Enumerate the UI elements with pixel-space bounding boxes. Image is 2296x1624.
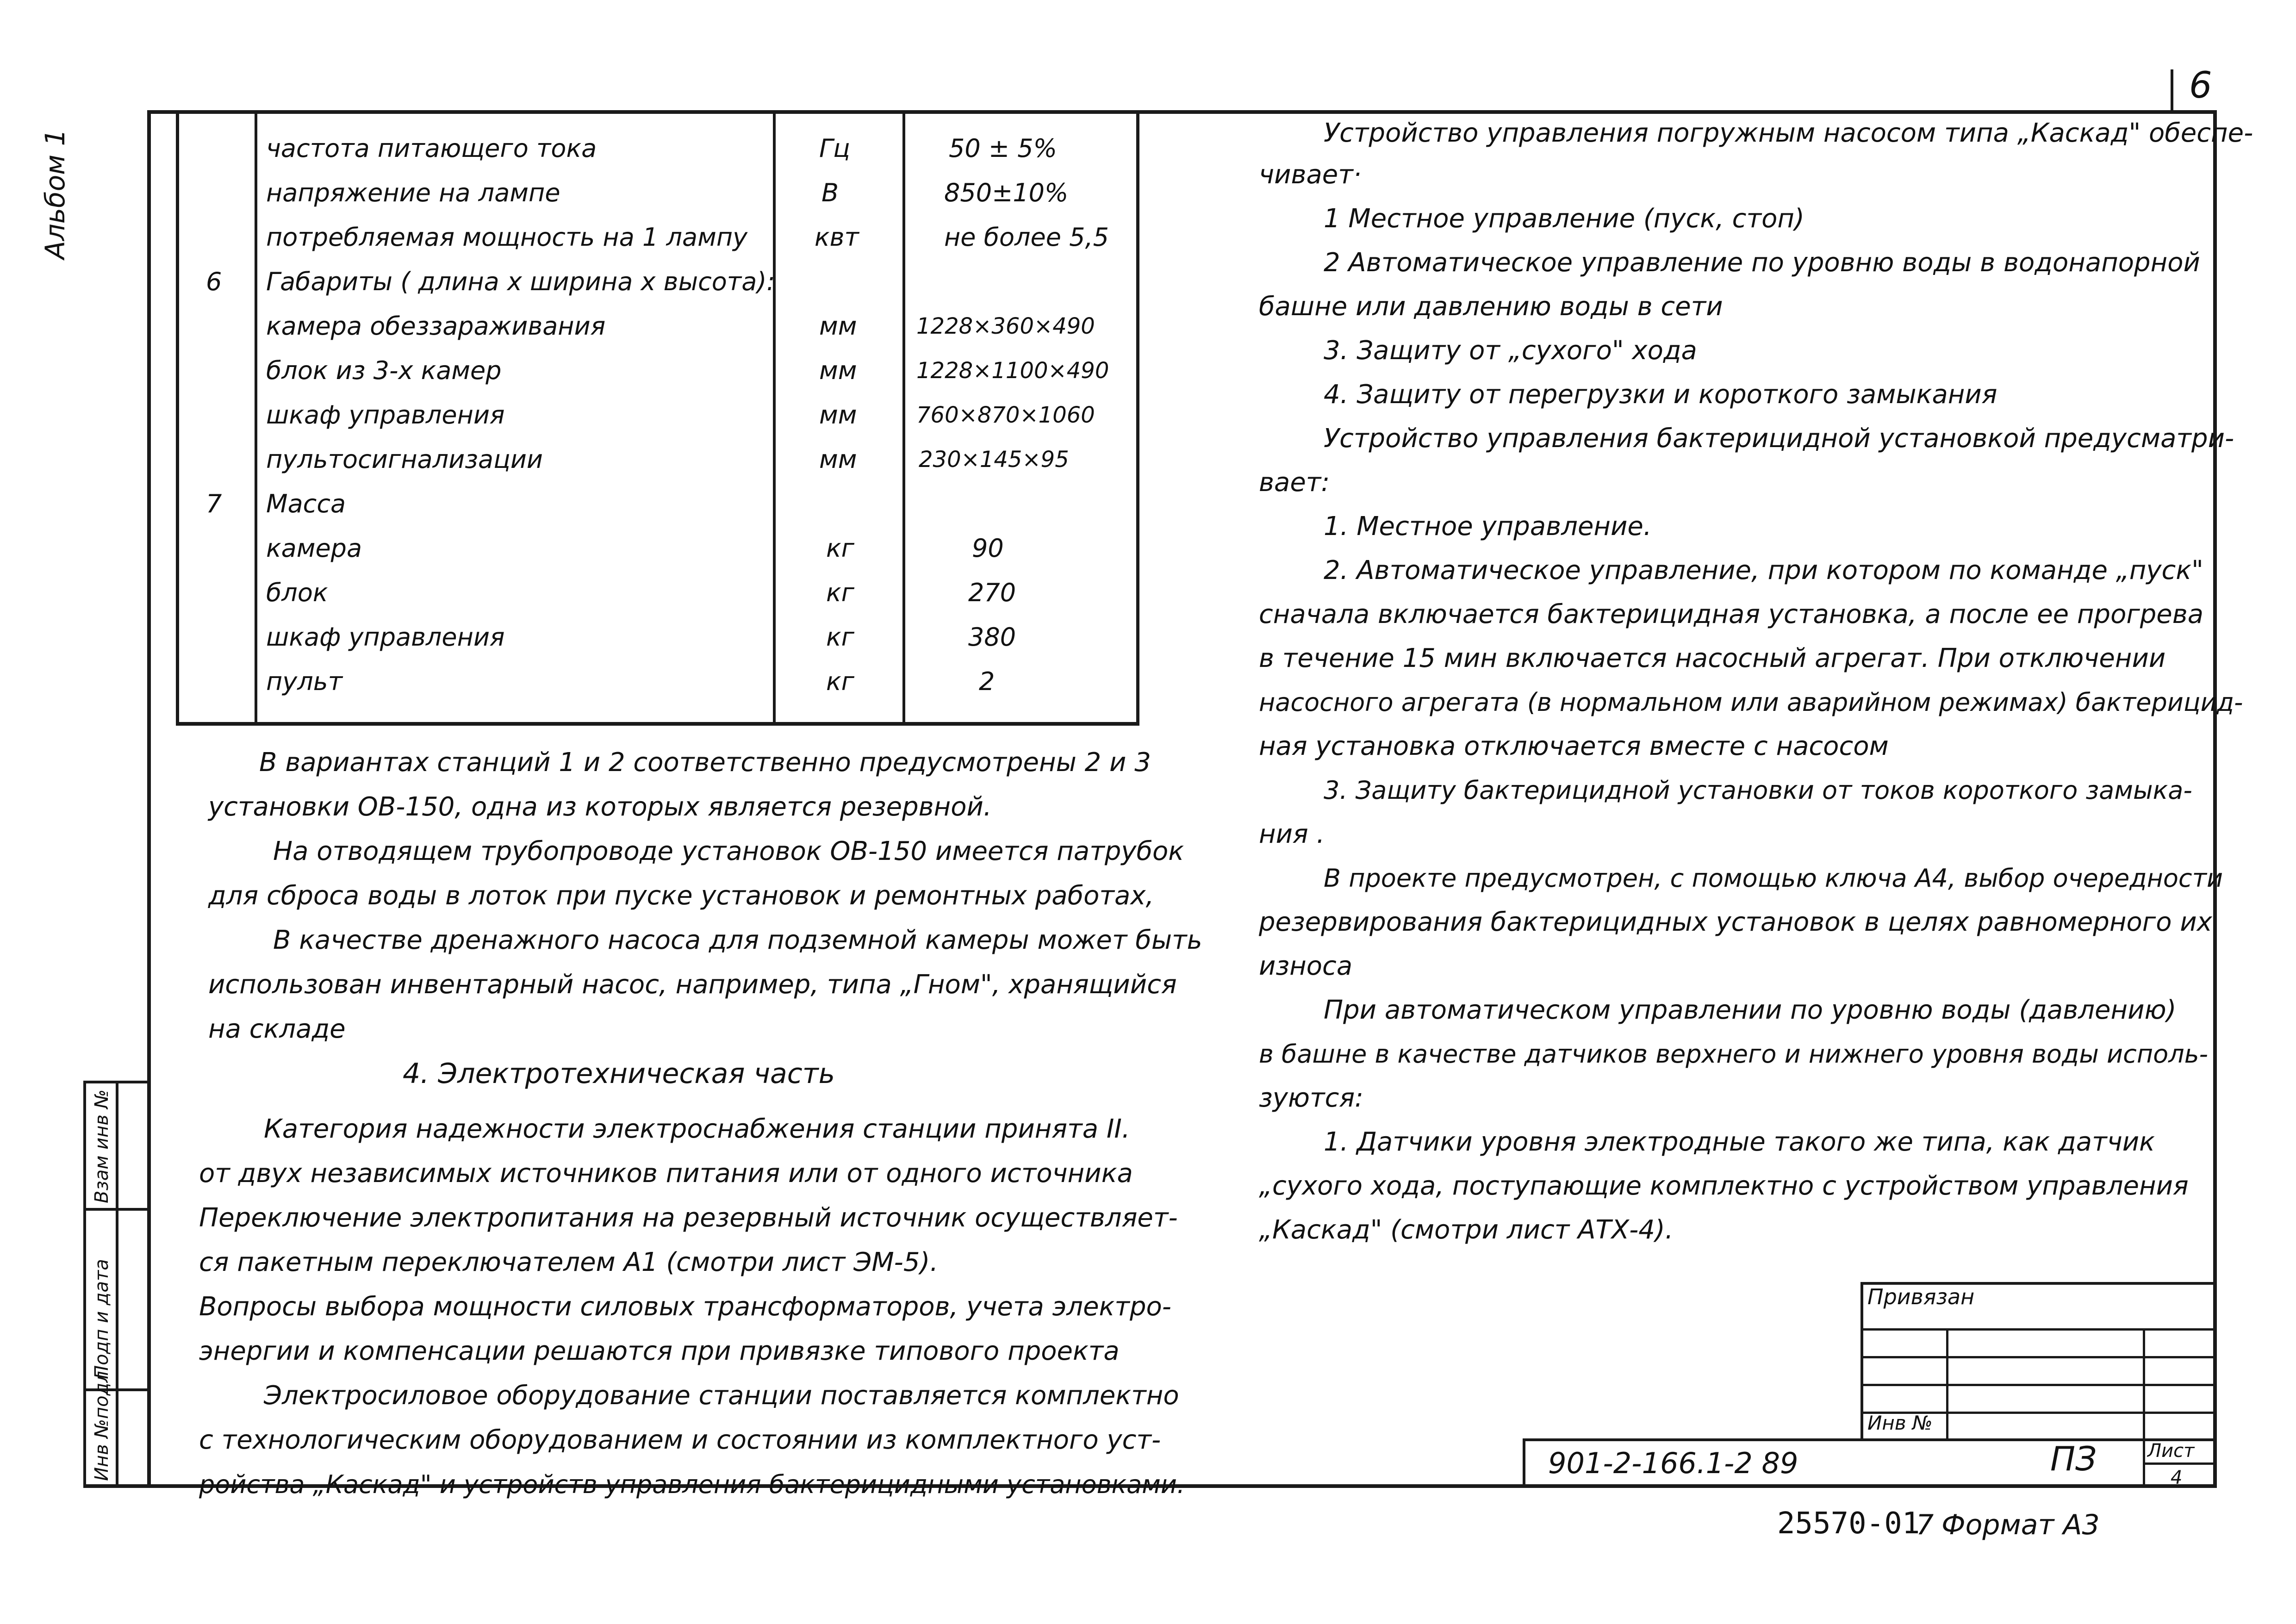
right-line: Устройство управления бактерицидной установкой предусматри- bbox=[1324, 423, 2234, 454]
row-value: 1228×360×490 bbox=[916, 313, 1095, 339]
doc-code: 901-2-166.1-2 89 bbox=[1548, 1446, 1798, 1480]
right-line: 2. Автоматическое управление, при котором по команде „пуск" bbox=[1324, 555, 2203, 585]
row-unit: кг bbox=[826, 622, 854, 652]
left-line: ся пакетным переключателем А1 (смотри лист ЭМ-5). bbox=[199, 1247, 939, 1277]
row-param: блок bbox=[266, 578, 328, 607]
row-param: пультосигнализации bbox=[266, 445, 543, 474]
row-value: 1228×1100×490 bbox=[916, 358, 1109, 384]
row-param: камера bbox=[266, 534, 362, 563]
section-heading: 4. Электротехническая часть bbox=[403, 1058, 835, 1090]
left-line: В качестве дренажного насоса для подземной камеры может быть bbox=[273, 925, 1202, 955]
row-param: потребляемая мощность на 1 лампу bbox=[266, 223, 748, 252]
footer-code: 25570-01 bbox=[1777, 1506, 1920, 1541]
row-value: 270 bbox=[968, 578, 1016, 607]
right-line: насосного агрегата (в нормальном или аварийном режимах) бактерицид- bbox=[1259, 688, 2243, 717]
row-param: шкаф управления bbox=[266, 400, 505, 429]
right-line: резервирования бактерицидных установок в целях равномерного их bbox=[1259, 907, 2212, 937]
right-line: 2 Автоматическое управление по уровню воды в водонапорной bbox=[1324, 248, 2200, 278]
left-line: ройства „Каскад" и устройств управления бактерицидными установками. bbox=[199, 1470, 1185, 1499]
row-unit: кг bbox=[826, 578, 854, 607]
right-line: 1. Местное управление. bbox=[1324, 511, 1652, 541]
sheet-number-top: 6 bbox=[2189, 65, 2212, 106]
right-line: 1. Датчики уровня электродные такого же типа, как датчик bbox=[1324, 1127, 2155, 1157]
list-label: Лист bbox=[2147, 1440, 2195, 1462]
row-unit: мм bbox=[819, 445, 857, 474]
row-num: 6 bbox=[206, 267, 222, 296]
left-line: установки ОВ-150, одна из которых является резервной. bbox=[208, 792, 992, 822]
left-line: Вопросы выбора мощности силовых трансформаторов, учета электро- bbox=[199, 1292, 1172, 1322]
row-unit: Гц bbox=[819, 134, 850, 163]
row-value: 50 ± 5% bbox=[949, 134, 1057, 163]
right-line: сначала включается бактерицидная установка, а после ее прогрева bbox=[1259, 599, 2204, 629]
row-param: частота питающего тока bbox=[266, 134, 597, 163]
right-line: ная установка отключается вместе с насосом bbox=[1259, 731, 1889, 761]
left-line: Категория надежности электроснабжения станции принята II. bbox=[264, 1114, 1130, 1144]
right-line: 1 Местное управление (пуск, стоп) bbox=[1324, 204, 1804, 234]
row-param: Габариты ( длина х ширина х высота): bbox=[266, 267, 775, 296]
right-line: „Каскад" (смотри лист АТХ-4). bbox=[1259, 1215, 1674, 1245]
row-unit: кг bbox=[826, 667, 854, 696]
left-line: энергии и компенсации решаются при привязке типового проекта bbox=[199, 1336, 1120, 1366]
footer-format: Формат А3 bbox=[1941, 1509, 2100, 1541]
spec-table bbox=[176, 110, 1139, 723]
row-unit: В bbox=[821, 178, 839, 207]
row-param: Масса bbox=[266, 489, 346, 518]
right-line: в течение 15 мин включается насосный агрегат. При отключении bbox=[1259, 643, 2166, 673]
right-line: чивает· bbox=[1259, 160, 1362, 190]
row-param: камера обеззараживания bbox=[266, 311, 606, 341]
right-line: башне или давлению воды в сети bbox=[1259, 292, 1723, 322]
stamp-inv: Инв №подл bbox=[91, 1371, 112, 1481]
row-value: не более 5,5 bbox=[944, 223, 1109, 252]
row-param: пульт bbox=[266, 667, 343, 696]
row-value: 760×870×1060 bbox=[916, 402, 1095, 428]
right-line: 4. Защиту от перегрузки и короткого замыкания bbox=[1324, 380, 1997, 410]
row-num: 7 bbox=[206, 489, 222, 518]
list-number: 4 bbox=[2171, 1467, 2183, 1488]
right-line: „сухого хода, поступающие комплектно с устройством управления bbox=[1259, 1171, 2189, 1201]
right-line: В проекте предусмотрен, с помощью ключа А4, выбор очередности bbox=[1324, 864, 2223, 893]
row-unit: мм bbox=[819, 400, 857, 429]
left-line: На отводящем трубопроводе установок ОВ-150 имеется патрубок bbox=[273, 836, 1184, 866]
stamp-podp: Подп и дата bbox=[91, 1259, 112, 1379]
right-line: вает: bbox=[1259, 467, 1330, 498]
section-code: ПЗ bbox=[2050, 1439, 2097, 1478]
row-value: 90 bbox=[972, 534, 1004, 563]
right-line: износа bbox=[1259, 951, 1353, 981]
row-unit: мм bbox=[819, 311, 857, 341]
right-line: зуются: bbox=[1259, 1083, 1364, 1113]
row-param: блок из 3-х камер bbox=[266, 356, 502, 385]
right-line: 3. Защиту бактерицидной установки от токов короткого замыка- bbox=[1324, 776, 2192, 805]
album-label: Альбом 1 bbox=[39, 129, 71, 259]
row-param: напряжение на лампе bbox=[266, 178, 560, 207]
left-line: Электросиловое оборудование станции поставляется комплектно bbox=[264, 1381, 1179, 1411]
row-value: 380 bbox=[968, 622, 1016, 652]
left-line: с технологическим оборудованием и состоянии из комплектного уст- bbox=[199, 1425, 1161, 1455]
right-line: в башне в качестве датчиков верхнего и нижнего уровня воды исполь- bbox=[1259, 1039, 2208, 1069]
privyazan-label: Привязан bbox=[1867, 1284, 1975, 1309]
row-unit: кг bbox=[826, 534, 854, 563]
right-line: При автоматическом управлении по уровню воды (давлению) bbox=[1324, 995, 2177, 1025]
right-line: 3. Защиту от „сухого" хода bbox=[1324, 336, 1697, 366]
left-line: использован инвентарный насос, например, типа „Гном", хранящийся bbox=[208, 970, 1177, 1000]
left-line: Переключение электропитания на резервный источник осуществляет- bbox=[199, 1203, 1178, 1233]
inv-no-label: Инв № bbox=[1867, 1412, 1933, 1434]
left-line: от двух независимых источников питания или от одного источника bbox=[199, 1158, 1133, 1188]
row-param: шкаф управления bbox=[266, 622, 505, 652]
right-line: Устройство управления погружным насосом типа „Каскад" обеспе- bbox=[1324, 118, 2253, 148]
left-line: на складе bbox=[208, 1014, 346, 1044]
row-value: 230×145×95 bbox=[919, 447, 1069, 473]
footer-number: 7 bbox=[1916, 1509, 1934, 1541]
row-unit: мм bbox=[819, 356, 857, 385]
stamp-vzam: Взам инв № bbox=[91, 1089, 112, 1203]
row-value: 850±10% bbox=[944, 178, 1069, 207]
left-line: В вариантах станций 1 и 2 соответственно предусмотрены 2 и 3 bbox=[259, 747, 1151, 778]
left-line: для сброса воды в лоток при пуске установок и ремонтных работах, bbox=[208, 881, 1154, 911]
row-value: 2 bbox=[979, 667, 995, 696]
row-unit: квт bbox=[815, 223, 859, 252]
right-line: ния . bbox=[1259, 819, 1325, 849]
